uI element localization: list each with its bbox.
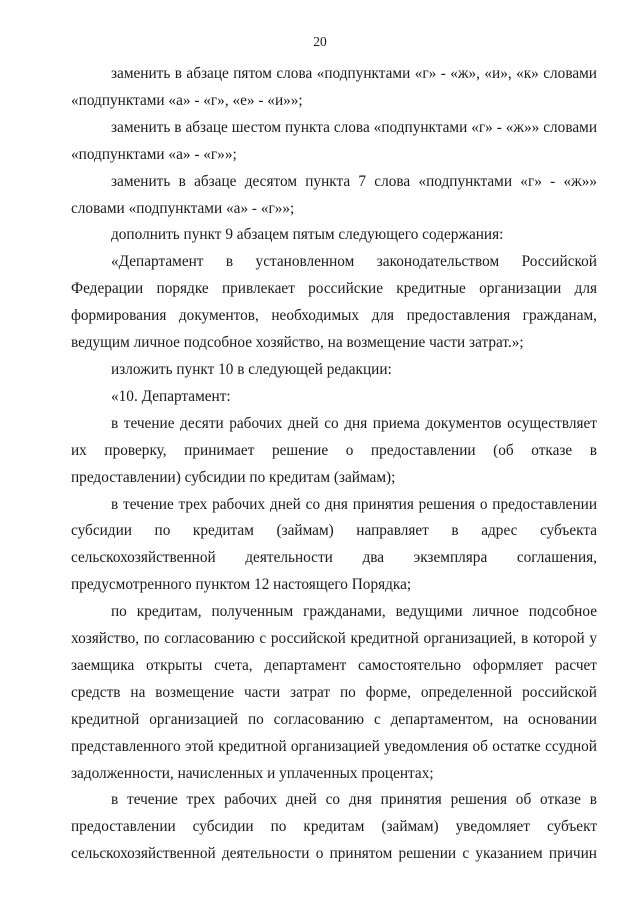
paragraph-6: изложить пункт 10 в следующей редакции: — [111, 360, 392, 378]
paragraph-11: в течение трех рабочих дней со дня принятия решения об отказе в предоставлении субсидии по кредитам (займам) уведомляет субъект сельскохозяйственной деятельности о принятом решении с указанием причин — [71, 791, 597, 863]
paragraph-1: заменить в абзаце пятом слова «подпунктами «г» - «ж», «и», «к» словами «подпунктами «а» - «г», «е» - «и»»; — [71, 65, 597, 109]
paragraph-9: в течение трех рабочих дней со дня принятия решения о предоставлении субсидии по кредитам (займам) направляет в адрес субъекта сельскохозяйственной деятельности два экземпляра соглашения, предусмотренного пунктом 12 настоящего Порядка; — [71, 495, 597, 594]
paragraph-5: «Департамент в установленном законодательством Российской Федерации порядке привлекает российские кредитные организации для формирования документов, необходимых для предоставления гражданам, ведущим личное подсобное хозяйство, на возмещение части затрат.»; — [71, 253, 597, 352]
paragraph-2: заменить в абзаце шестом пункта слова «подпунктами «г» - «ж»» словами «подпунктами «а» - «г»»; — [71, 118, 597, 163]
paragraph-8: в течение десяти рабочих дней со дня приема документов осуществляет их проверку, принимает решение о предоставлении (об отказе в предоставлении) субсидии по кредитам (займам); — [71, 414, 597, 486]
page-number: 20 — [313, 34, 327, 49]
paragraph-3: заменить в абзаце десятом пункта 7 слова «подпунктами «г» - «ж»» словами «подпунктами «а» - «г»»; — [71, 172, 597, 217]
paragraph-7: «10. Департамент: — [111, 387, 231, 405]
document-body — [71, 61, 597, 868]
paragraph-10: по кредитам, полученным гражданами, ведущими личное подсобное хозяйство, по согласованию с российской кредитной организацией, в которой у заемщика открыты счета, департамент самостоятельно оформляет расчет средств на возмещение части затрат по форме, определенной российской кредитной организацией по согласованию с департаментом, на основании представленного этой кредитной организацией уведомления об остатке ссудной задолженности, начисленных и уплаченных процентах; — [71, 603, 597, 782]
paragraph-4: дополнить пункт 9 абзацем пятым следующего содержания: — [111, 226, 504, 244]
